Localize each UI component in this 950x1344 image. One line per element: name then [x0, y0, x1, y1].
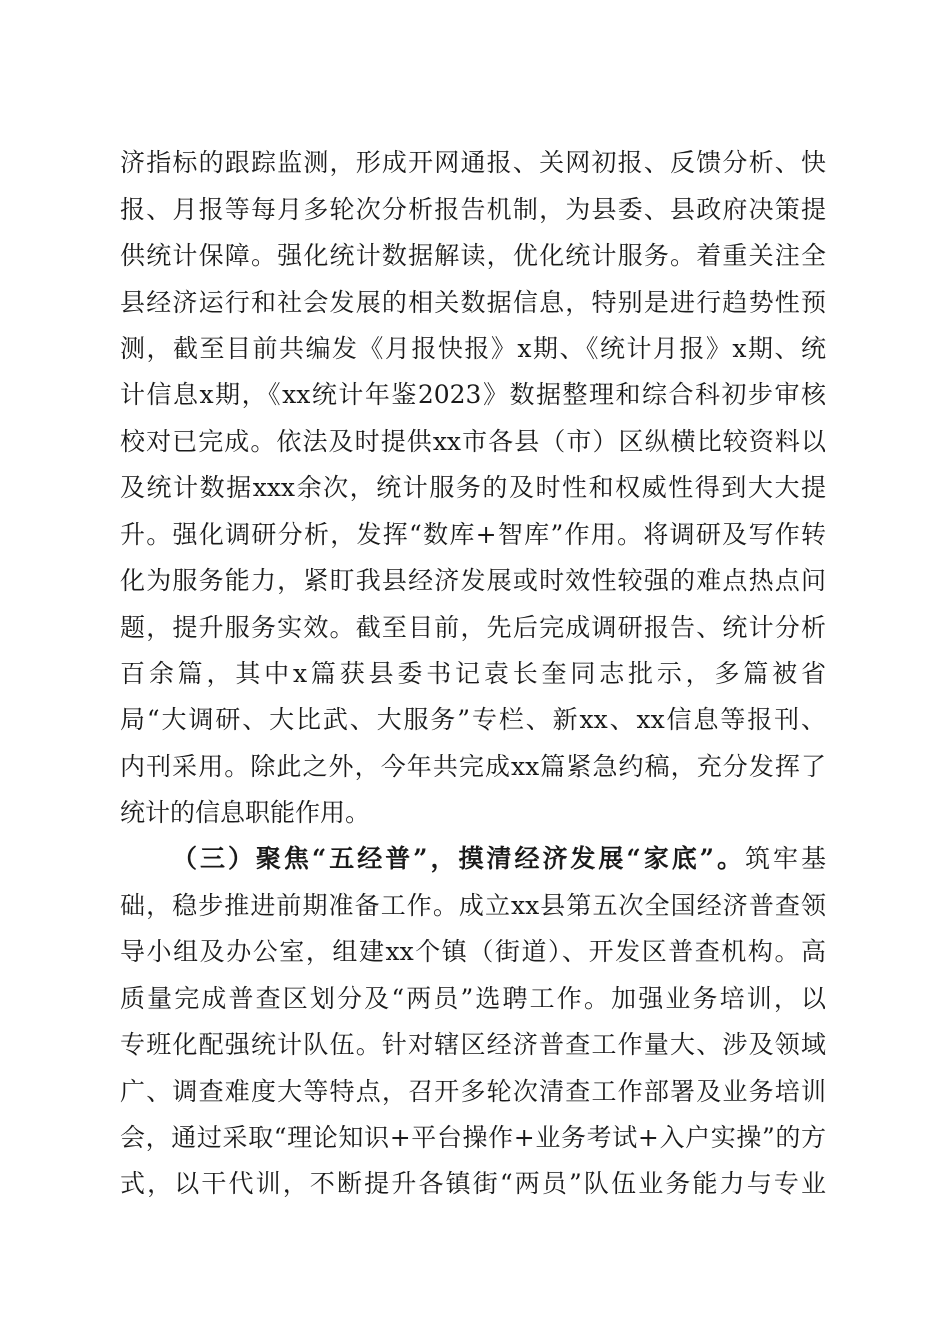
paragraph-2-line-4: 质量完成普查区划分及“两员”选聘工作。加强业务培训，以 [120, 984, 826, 1013]
paragraph-1-line-1: 济指标的跟踪监测，形成开网通报、关网初报、反馈分析、快 [120, 148, 826, 177]
paragraph-1-line-2: 报、月报等每月多轮次分析报告机制，为县委、县政府决策提 [120, 195, 826, 224]
paragraph-2-first-line-text: 筑牢基 [745, 844, 826, 873]
paragraph-1-line-3: 供统计保障。强化统计数据解读，优化统计服务。着重关注全 [120, 241, 826, 270]
paragraph-1-line-4: 县经济运行和社会发展的相关数据信息，特别是进行趋势性预 [120, 288, 826, 317]
paragraph-2-line-5: 专班化配强统计队伍。针对辖区经济普查工作量大、涉及领域 [120, 1030, 826, 1059]
paragraph-1-line-5: 测，截至目前共编发《月报快报》x期、《统计月报》x期、统 [120, 334, 826, 363]
paragraph-2-line-8: 式，以干代训，不断提升各镇街“两员”队伍业务能力与专业 [120, 1169, 826, 1198]
section-heading: （三）聚焦“五经普”，摸清经济发展“家底”。 [172, 844, 746, 873]
paragraph-1-line-7: 校对已完成。依法及时提供xx市各县（市）区纵横比较资料以 [120, 427, 826, 456]
paragraph-1-line-14: 内刊采用。除此之外，今年共完成xx篇紧急约稿，充分发挥了 [120, 752, 826, 781]
paragraph-1-line-13: 局“大调研、大比武、大服务”专栏、新xx、xx信息等报刊、 [120, 705, 826, 734]
paragraph-1-line-9: 升。强化调研分析，发挥“数库+智库”作用。将调研及写作转 [120, 520, 826, 549]
paragraph-1-line-8: 及统计数据xxx余次，统计服务的及时性和权威性得到大大提 [120, 473, 826, 502]
paragraph-2-line-6: 广、调查难度大等特点，召开多轮次清查工作部署及业务培训 [120, 1077, 826, 1106]
paragraph-2-line-2: 础，稳步推进前期准备工作。成立xx县第五次全国经济普查领 [120, 891, 826, 920]
paragraph-2-line-3: 导小组及办公室，组建xx个镇（街道）、开发区普查机构。高 [120, 937, 826, 966]
paragraph-1-line-6: 计信息x期，《xx统计年鉴2023》数据整理和综合科初步审核 [120, 380, 826, 409]
paragraph-1-line-10: 化为服务能力，紧盯我县经济发展或时效性较强的难点热点问 [120, 566, 826, 595]
paragraph-1-line-15: 统计的信息职能作用。 [120, 798, 371, 827]
paragraph-2-first-line [172, 839, 826, 879]
paragraph-1-line-12: 百余篇，其中x篇获县委书记袁长奎同志批示，多篇被省 [120, 659, 826, 688]
paragraph-1-line-11: 题，提升服务实效。截至目前，先后完成调研报告、统计分析 [120, 613, 826, 642]
paragraph-2-line-7: 会，通过采取“理论知识+平台操作+业务考试+入户实操”的方 [120, 1123, 826, 1152]
